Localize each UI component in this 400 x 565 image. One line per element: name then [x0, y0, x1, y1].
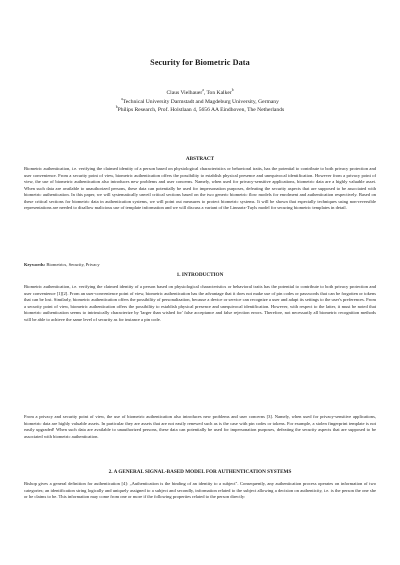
affiliation-text: Technical University Darmstadt and Magdeburg University, Germany: [122, 99, 279, 105]
keywords-line: [24, 262, 100, 267]
author-line: [0, 90, 400, 96]
section-heading-model: 2. A GENERAL SIGNAL-BASED MODEL FOR AUTHENTICATION SYSTEMS: [108, 469, 292, 475]
author-superscript: a: [202, 88, 204, 93]
author-name: Claus Vielhauer: [166, 90, 203, 96]
affiliation-superscript: b: [115, 105, 118, 110]
author-name-2: , Ton Kalker: [203, 90, 232, 96]
introduction-paragraph-1: Biometric authentication, i.e. verifying the claimed identity of a person based on physiological characteristics or behavioral traits has the potential to contribute to both privacy protection and user convenience [1][2]. From an user-convenience point of view, biometric authentication has the advantage that it does not make use of pin codes or passwords that can be forgotten or tokens that can be lost. Similarly, biometric authentication offers the possibility of personalization, because a device or service can recognize a user and adapt its settings to the user's preferences. From a security point of view, biometric authentication offers the possibility to establish physical presence and unequivocal identification. However, with respect to the latter, it must be noted that biometric authentication seems to intrinsically characterize by 'larger than wished for' false acceptance and false rejection errors. Therefore, not necessarily all biometric recognition methods will be able to achieve the same level of security as for instance a pin code.: [24, 284, 376, 322]
affiliation-a: [0, 99, 400, 105]
paper-title: Security for Biometric Data: [150, 58, 250, 67]
affiliation-text: Philips Research, Prof. Holstlaan 4, 5656 AA Eindhoven, The Netherlands: [117, 107, 285, 113]
abstract-heading: ABSTRACT: [185, 156, 215, 162]
abstract-text: Biometric authentication, i.e. verifying the claimed identity of a person based on physiological characteristics or behavioral traits, has the potential to contribute to both privacy protection and user convenience. From a security point of view, biometric authentication offers the possibility to establish physical presence and unequivocal identification. However from a privacy point of view, the use of biometric authentication also introduces new problems and user concerns. Namely, when used for privacy-sensitive applications, biometric data are a highly valuable asset. When such data are available to unauthorized persons, these data can potentially be used for impersonation purposes, defeating the security aspects that are supposed to be associated with biometric authentication. In this paper, we will systematically unveil critical sections based on the two generic biometric flow models for enrolment and authentication respectively. Based on these critical sections for biometric data in authentication systems, we will point out measures to protect biometric systems. It will be shown that especially techniques using non-reversible representations are needed to disallow malicious use of template information and we will discuss a variant of the Linnartz-Tuyls model for securing biometric templates in detail.: [24, 166, 376, 211]
affiliation-b: [0, 107, 400, 113]
keywords-text: Biometrics, Security, Privacy: [45, 262, 100, 267]
model-paragraph-1: Bishop gives a general definition for authentication [4]: „Authentication is the binding of an identity to a subject". Consequently, any authentication process operates on information of two categories; an identification string logically and uniquely assigned to a subject and secondly, information related to the subject allowing a decision on authenticity, i.e. is the person the one she or he claims to be. This information may come from one or more if the following properties related to the person directly:: [24, 481, 376, 500]
author-superscript-2: b: [231, 88, 234, 93]
introduction-paragraph-2: From a privacy and security point of view, the use of biometric authentication also introduces new problems and user concerns [3]. Namely, when used for privacy-sensitive applications, biometric data are highly valuable assets. In particular they are assets that are not easily renewed such as is the case with pin codes or tokens. For example, a stolen fingerprint template is not easily upgraded! When such data are available to unauthorized persons, these data can potentially be used for impersonation purposes, defeating the security aspects that are supposed to be associated with biometric authentication.: [24, 414, 376, 439]
section-heading-introduction: 1. INTRODUCTION: [176, 272, 224, 278]
keywords-label: Keywords:: [24, 262, 46, 267]
affiliation-superscript: a: [121, 97, 123, 102]
